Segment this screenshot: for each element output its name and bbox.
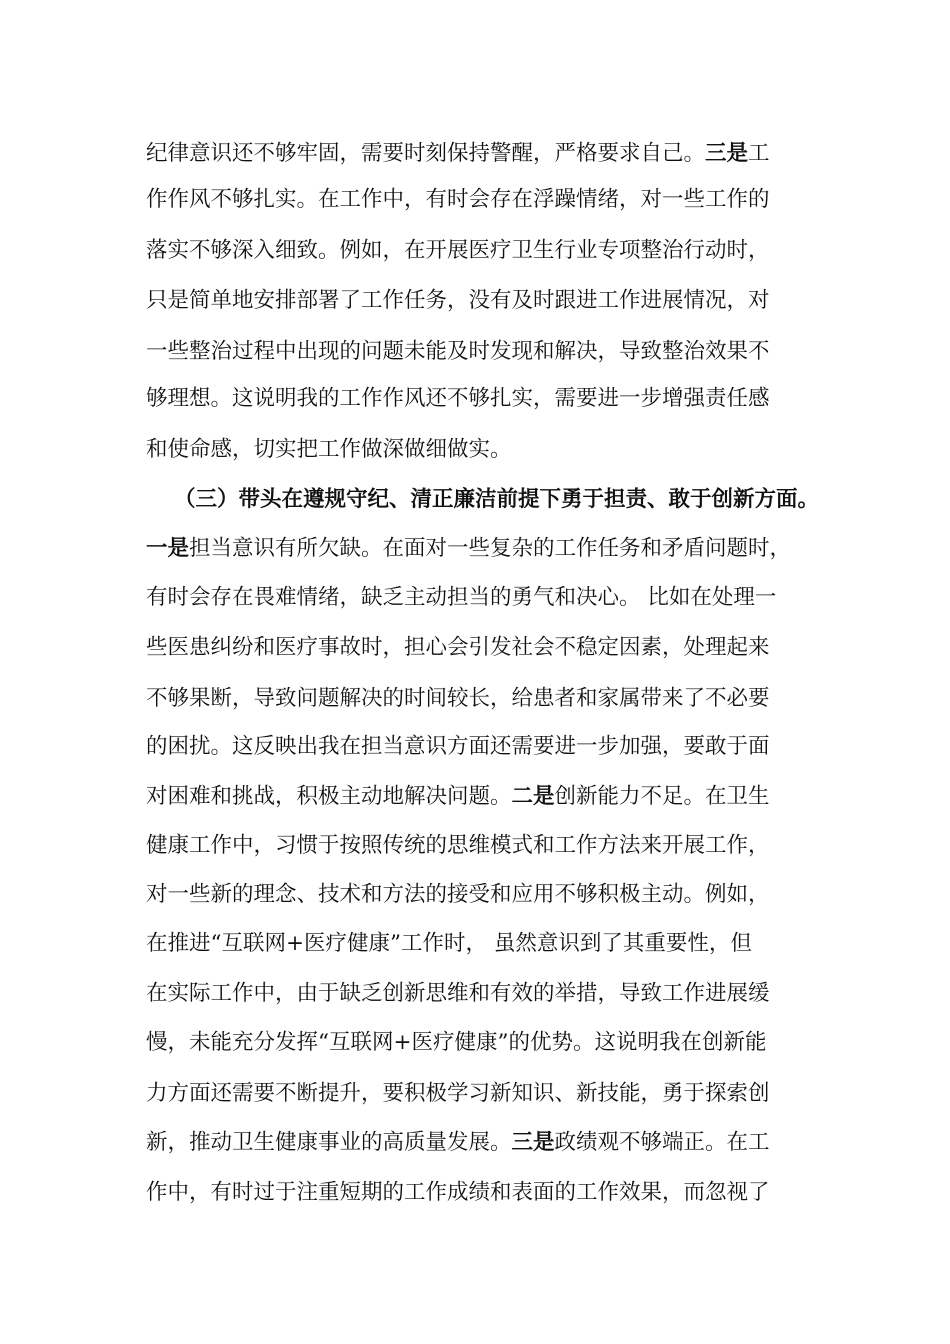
text-line [146, 290, 770, 312]
text-span: 一些整治过程中出现的问题未能及时发现和解决，导致整治效果不 [146, 339, 770, 364]
text-span: 作中，有时过于注重短期的工作成绩和表面的工作效果，而忽视了 [146, 1180, 770, 1205]
bold-marker: 三是 [705, 141, 749, 166]
bold-marker: 二是 [511, 784, 555, 809]
text-span: 力方面还需要不断提升，要积极学习新知识、新技能，勇于探索创 [146, 1081, 770, 1106]
text-line [146, 884, 770, 906]
text-line [146, 240, 770, 262]
text-line [146, 341, 770, 363]
text-span: 纪律意识还不够牢固，需要时刻保持警醒，严格要求自己。 [146, 141, 706, 166]
text-span: 对一些新的理念、技术和方法的接受和应用不够积极主动。例如， [146, 882, 770, 907]
text-span: 担当意识有所欠缺。在面对一些复杂的工作任务和矛盾问题时， [189, 536, 792, 561]
bold-marker: 一是 [146, 536, 190, 561]
text-span: 有时会存在畏难情绪，缺乏主动担当的勇气和决心。 比如在处理一 [146, 585, 777, 610]
text-span: 慢，未能充分发挥“互联网+医疗健康”的优势。这说明我在创新能 [146, 1030, 767, 1055]
text-line [146, 933, 752, 955]
text-span: 对困难和挑战，积极主动地解决问题。 [146, 784, 512, 809]
text-line [146, 388, 770, 410]
text-line [146, 1032, 767, 1054]
text-line [146, 1083, 770, 1105]
text-line [146, 1182, 770, 1204]
section-heading [174, 489, 819, 511]
heading-text: （三）带头在遵规守纪、清正廉洁前提下勇于担责、敢于创新方面。 [174, 487, 820, 512]
text-span: 和使命感，切实把工作做深做细做实。 [146, 437, 512, 462]
text-line [146, 835, 770, 857]
text-span: 工 [748, 141, 770, 166]
text-line [146, 736, 770, 758]
text-span: 在实际工作中，由于缺乏创新思维和有效的举措，导致工作进展缓 [146, 981, 770, 1006]
text-span: 健康工作中，习惯于按照传统的思维模式和工作方法来开展工作， [146, 833, 770, 858]
text-line [146, 538, 791, 560]
text-line [146, 637, 770, 659]
text-line [146, 189, 770, 211]
text-line [146, 983, 770, 1005]
text-line [146, 143, 770, 165]
text-span: 作作风不够扎实。在工作中，有时会存在浮躁情绪，对一些工作的 [146, 187, 770, 212]
bold-marker: 三是 [511, 1130, 555, 1155]
text-line [146, 1132, 770, 1154]
text-span: 新，推动卫生健康事业的高质量发展。 [146, 1130, 512, 1155]
text-line [146, 688, 770, 710]
text-span: 够理想。这说明我的工作作风还不够扎实，需要进一步增强责任感 [146, 386, 770, 411]
text-span: 些医患纠纷和医疗事故时，担心会引发社会不稳定因素，处理起来 [146, 635, 770, 660]
text-line [146, 587, 776, 609]
text-span: 创新能力不足。在卫生 [554, 784, 770, 809]
text-span: 只是简单地安排部署了工作任务，没有及时跟进工作进展情况，对 [146, 288, 770, 313]
text-line [146, 439, 512, 461]
text-span: 政绩观不够端正。在工 [554, 1130, 770, 1155]
text-span: 在推进“互联网+医疗健康”工作时， 虽然意识到了其重要性，但 [146, 931, 752, 956]
text-span: 不够果断，导致问题解决的时间较长，给患者和家属带来了不必要 [146, 686, 770, 711]
text-span: 的困扰。这反映出我在担当意识方面还需要进一步加强，要敢于面 [146, 734, 770, 759]
text-line [146, 786, 770, 808]
text-span: 落实不够深入细致。例如，在开展医疗卫生行业专项整治行动时， [146, 238, 770, 263]
